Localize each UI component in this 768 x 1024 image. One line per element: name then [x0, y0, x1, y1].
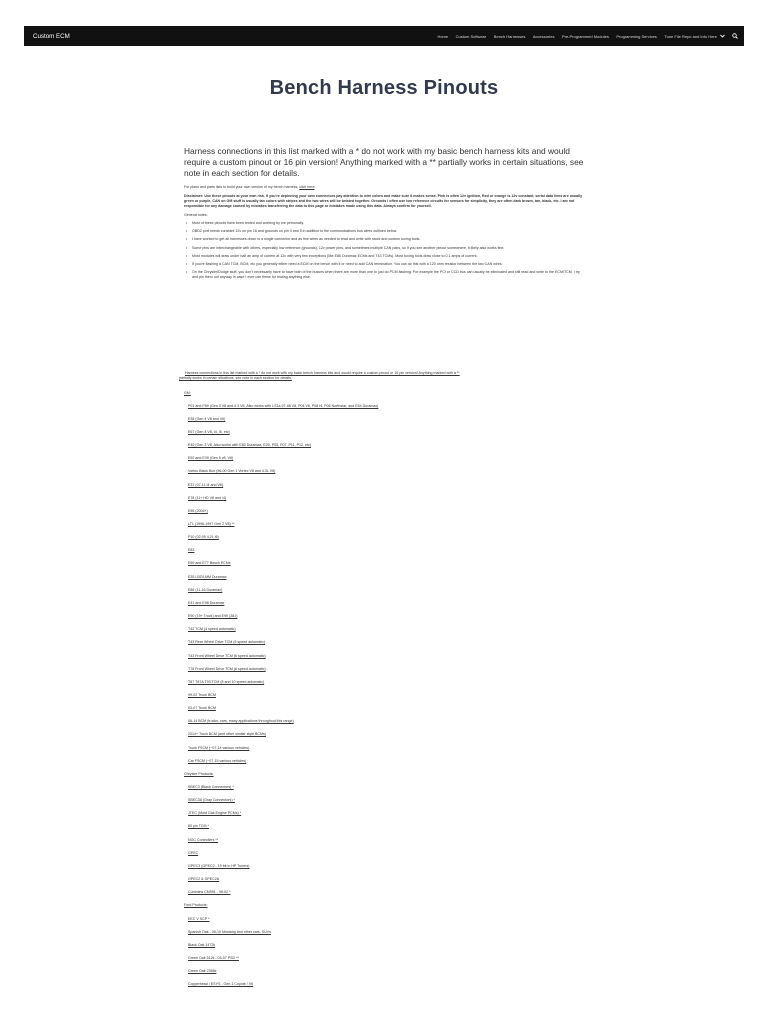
- toc-link[interactable]: E67 (Gen 4 V8, I4, I5, etc): [188, 429, 230, 434]
- toc-link[interactable]: E86 (11-16 Duramax): [188, 587, 223, 592]
- list-item: • Some pins are interchangeable with others, especially low reference (grounds), 12v power pins, and sometimes multiple CAN pairs, so if you see another pinout somewhere, it likely also works fine.: [184, 246, 586, 251]
- plans-paragraph: [184, 185, 586, 190]
- toc-link[interactable]: GPEC3 (GPEC2 - 19 bit in HP Tuners): [188, 863, 250, 868]
- toc-link[interactable]: T87 T87A T93 TCM (8 and 10 speed automatic): [188, 679, 265, 684]
- toc-link[interactable]: 06-14 BCM (trucks, cars, many applications throughout this range): [188, 719, 294, 724]
- list-item: • If you're flashing a CAN TCM, BCM, etc you generally either need a ECM on the bench with it or need to add CAN termination. You can do this with a 120 ohm resistor between the two CAN wires.: [184, 262, 586, 267]
- toc-link[interactable]: E92 and E39 (Gen 5 v8, V6): [188, 456, 234, 461]
- toc-link[interactable]: E90 (19+ Truck) and E99 (281): [188, 614, 238, 619]
- toc-link[interactable]: Vortec Black Box (96-00 Gen 1 Vortec V8 and 4.3L V6): [188, 469, 276, 474]
- toc-link[interactable]: GPEC: [188, 850, 199, 855]
- nav-item-bench-harnesses[interactable]: Bench Harnesses: [493, 33, 526, 39]
- list-item: • On the Chrysler/Dodge stuff, you don't necessarily have to have both of the busses when there are more than one to just do PCM flashing. For example the PCI or CCD bus can usually be eliminated and still read and write to the ECM/TCM. I try and pin them out anyway in case I ever use these for testing anything else.: [184, 270, 586, 280]
- chevron-down-icon[interactable]: [720, 34, 725, 38]
- toc-link[interactable]: Black Oak 1472k: [188, 942, 216, 947]
- plans-suffix: .: [314, 185, 316, 189]
- toc-link[interactable]: SBEC3 (Black Connectors) *: [188, 785, 234, 789]
- nav-item-pre-programmed-modules[interactable]: Pre-Programmed Modules: [561, 33, 609, 39]
- harness-note-link[interactable]: [181, 371, 591, 381]
- toc-link[interactable]: Cummins CM551 - 98-02 *: [188, 890, 231, 895]
- list-item: • I have worked to get all harnesses down to a single connector and as few wires as needed to read and write with stock and custom tuning tools.: [184, 237, 586, 242]
- toc-link[interactable]: Truck FSCM (~07-14 various vehicles): [188, 745, 250, 750]
- nav-item-tune-file-repo[interactable]: [664, 34, 725, 39]
- toc-link[interactable]: P10 (02-05 4.2L I6): [188, 535, 219, 540]
- toc-link[interactable]: Spanish Oak - 05-10 Mustang and other cars, SUVs: [188, 929, 271, 934]
- toc-section-heading[interactable]: Chrysler Products:: [184, 771, 214, 776]
- toc-link[interactable]: EEC V SCP *: [188, 916, 210, 921]
- harness-note-line2: partially works in certain situations, see note in each section for details.: [179, 376, 292, 380]
- disclaimer-text: Disclaimer: Use these pinouts at your own risk. If you're depinning your own connectors pay attention to wire colors and make sure it makes sense. Pink is often 12v ignition, Red or orange is 12v constant, serial data lines are usually green or purple, CAN on GM stuff is usually tan colors with stripes and the two wires will be twisted together. Grounds I often use low reference circuits for sensors for simplicity, they are often dark brown, tan, black, etc. I am not responsible for any damage caused by mistakes transferring the data to this page or mistakes made using this data. Always confirm for yourself.: [184, 194, 583, 208]
- general-notes-list: [184, 221, 586, 280]
- intro-section: [184, 146, 586, 283]
- nav-item-programming-services[interactable]: Programming Services: [616, 33, 657, 39]
- intro-lead: Harness connections in this list marked with a * do not work with my basic bench harness kits and would require a custom pinout or 16 pin version! Anything marked with a ** partially works in certain situations, see note in each section for details.: [184, 146, 584, 178]
- toc-link[interactable]: NGC Controllers **: [188, 837, 219, 842]
- toc-link[interactable]: JTEC (Most Gas Engine PCMs) *: [188, 811, 242, 816]
- plans-prefix: For plans and parts lists to build your own version of my bench harness,: [184, 185, 300, 189]
- nav-item-home[interactable]: Home: [437, 33, 449, 39]
- toc-link[interactable]: E78 (11+ HD V8 and I4): [188, 495, 227, 500]
- toc-link[interactable]: GPEC2 & GPEC2A: [188, 877, 220, 882]
- harness-note-line1: Harness connections in this list marked with a * do not work with my basic bench harness kits and would require a custom pinout or 16 pin version! Anything marked with a **: [185, 371, 460, 375]
- toc-link[interactable]: P01 and P59 (Gen 3 V8 and 4.3 V6, Also works with LS1a 97-98 V8, P04 V6, P08 I4, P06 Northstar, and E54 Duramax): [188, 403, 379, 408]
- toc-link[interactable]: 03-07 Truck BCM: [188, 706, 216, 711]
- disclaimer-paragraph: [184, 194, 586, 209]
- toc-link[interactable]: E35 LBZ/LMM Duramax: [188, 574, 227, 579]
- top-navigation-bar: [24, 26, 744, 46]
- nav-item-tune-file-repo-label: Tune File Repo and Info Here: [664, 33, 717, 39]
- main-nav: [430, 33, 738, 39]
- page-title: Bench Harness Pinouts: [269, 77, 499, 99]
- site-brand[interactable]: Custom ECM: [33, 32, 70, 40]
- toc-section-heading[interactable]: Ford Products:: [184, 903, 208, 908]
- toc-link[interactable]: E38 (Gen 4 V8 and V6): [188, 416, 226, 421]
- toc-link[interactable]: T42 TCM (4 speed automatic): [188, 627, 236, 632]
- toc-link[interactable]: E41 and E98 Duramax: [188, 600, 225, 605]
- toc-link[interactable]: E55 (2004+): [188, 508, 208, 513]
- toc-section-heading[interactable]: GM:: [184, 390, 191, 395]
- toc-link[interactable]: Copperhead / ESYS - Gen 1 Coyote / V6: [188, 982, 254, 987]
- toc-link[interactable]: E40 (Gen 3 V8, Also works with E60 Duramax, E20, P05, P07, P11, P12, etc): [188, 443, 311, 448]
- toc-link[interactable]: Green Oak 2368k: [188, 969, 217, 974]
- toc-link[interactable]: E69 and E77 Bosch ECMs: [188, 561, 231, 566]
- toc-link[interactable]: T43 Front Wheel Drive TCM (6 speed automatic): [188, 653, 266, 658]
- nav-item-accessories[interactable]: Accessories: [532, 33, 555, 39]
- toc-link[interactable]: E37 (07-11 I4 and V6): [188, 482, 224, 487]
- nav-item-custom-software[interactable]: Custom Software: [455, 33, 487, 39]
- list-item: • OBD2 port needs constant 12v on pin 16 and grounds on pin 4 and 5 in addition to the communications bus wires outlined below.: [184, 229, 586, 234]
- toc-link[interactable]: Green Oak 512k - 03-07 PSD **: [188, 955, 239, 960]
- toc-link[interactable]: 99-02 Truck BCM: [188, 692, 216, 697]
- plans-link[interactable]: click here: [299, 185, 315, 189]
- search-icon[interactable]: [732, 33, 738, 39]
- toc-link[interactable]: Car FSCM (~07-15 various vehicles): [188, 758, 247, 763]
- toc-link[interactable]: T76 Front Wheel Drive TCM (6 speed automatic): [188, 666, 266, 671]
- toc-link[interactable]: SBEC3A (Gray Connectors) *: [188, 798, 235, 803]
- general-notes-label: General notes:: [184, 213, 208, 217]
- toc-link[interactable]: 2014+ Truck BCM (and other similar style BCMs): [188, 732, 266, 737]
- toc-link[interactable]: 60 pin TCM *: [188, 824, 209, 829]
- list-item: • Most of these pinouts have been tested and working by me personally.: [184, 221, 586, 226]
- toc-link[interactable]: T43 Rear Wheel Drive TCM (6 speed automatic): [188, 640, 266, 645]
- toc-link[interactable]: LT1 (1996-1997 Gen 2 V8) **: [188, 522, 235, 526]
- toc-link[interactable]: E83: [188, 548, 195, 553]
- list-item: • Most modules will draw under half an amp of current at 12v with very few exceptions (like E86 Duramax ECMs and T43 TCMs). Most tuning tools draw close to 0.1 amps of current.: [184, 254, 586, 259]
